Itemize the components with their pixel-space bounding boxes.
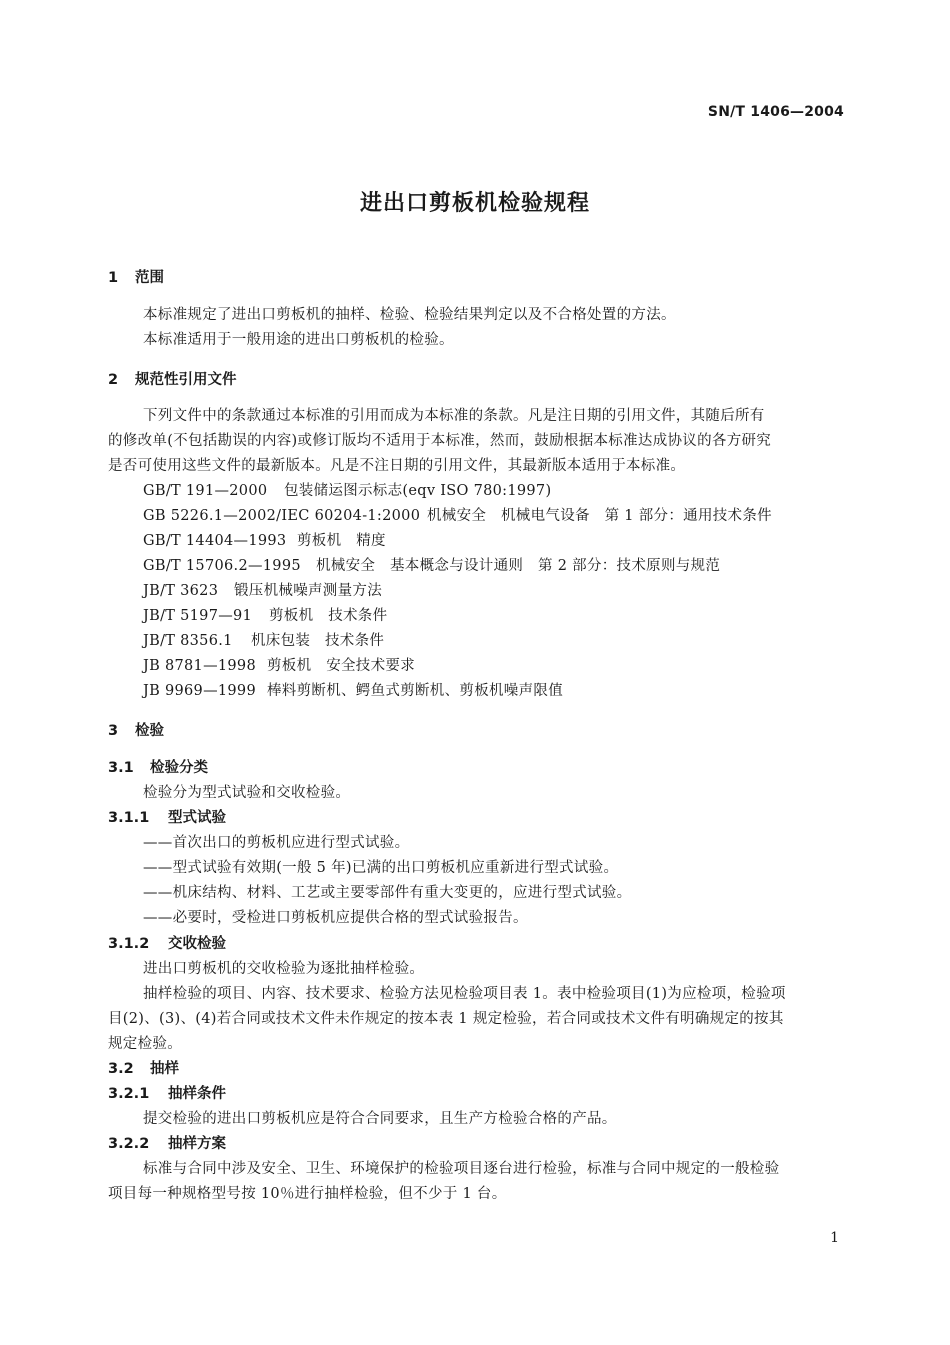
paragraph-line: 目(2)、(3)、(4)若合同或技术文件未作规定的按本表 1 规定检验，若合同或技术文件有明确规定的按其 — [108, 1011, 784, 1027]
section-number: 3.1.2 — [108, 936, 150, 952]
standard-code: SN/T 1406—2004 — [707, 104, 844, 120]
section-title: 范围 — [135, 270, 164, 286]
reference-item — [143, 504, 772, 525]
section-title: 型式试验 — [168, 810, 226, 826]
reference-item — [143, 604, 387, 625]
page-number: 1 — [830, 1230, 839, 1246]
paragraph-line: 下列文件中的条款通过本标准的引用而成为本标准的条款。凡是注日期的引用文件，其随后所有 — [143, 408, 765, 424]
reference-code: GB/T 14404—1993 — [143, 533, 287, 549]
section-number: 3.1 — [108, 760, 134, 776]
reference-code: GB/T 191—2000 — [143, 483, 268, 499]
section-3-2-1-heading — [108, 1082, 226, 1103]
reference-code: JB 8781—1998 — [143, 658, 256, 674]
reference-code: JB/T 8356.1 — [143, 633, 233, 649]
section-1-heading — [108, 266, 164, 287]
section-3-1-heading — [108, 756, 208, 777]
reference-title: 机械安全 机械电气设备 第 1 部分：通用技术条件 — [427, 508, 772, 524]
section-3-2-2-heading — [108, 1132, 226, 1153]
reference-item — [143, 529, 386, 550]
reference-code: GB 5226.1—2002/IEC 60204-1:2000 — [143, 508, 421, 524]
section-number: 3 — [108, 723, 119, 739]
list-item: ——必要时，受检进口剪板机应提供合格的型式试验报告。 — [143, 910, 528, 926]
reference-code: GB/T 15706.2—1995 — [143, 558, 301, 574]
section-number: 3.2.1 — [108, 1086, 150, 1102]
reference-title: 锻压机械噪声测量方法 — [234, 583, 382, 599]
section-number: 3.2.2 — [108, 1136, 150, 1152]
list-item: ——首次出口的剪板机应进行型式试验。 — [143, 835, 410, 851]
section-number: 1 — [108, 270, 119, 286]
list-item: ——机床结构、材料、工艺或主要零部件有重大变更的，应进行型式试验。 — [143, 885, 632, 901]
paragraph: 本标准适用于一般用途的进出口剪板机的检验。 — [143, 332, 454, 348]
reference-title: 剪板机 精度 — [297, 533, 386, 549]
paragraph-line: 标准与合同中涉及安全、卫生、环境保护的检验项目逐台进行检验，标准与合同中规定的一般检验 — [143, 1161, 780, 1177]
reference-title: 机床包装 技术条件 — [251, 633, 385, 649]
section-title: 交收检验 — [168, 936, 226, 952]
section-title: 规范性引用文件 — [135, 372, 237, 388]
list-item: ——型式试验有效期(一般 5 年)已满的出口剪板机应重新进行型式试验。 — [143, 860, 619, 876]
paragraph-line: 项目每一种规格型号按 10％进行抽样检验，但不少于 1 台。 — [108, 1186, 507, 1202]
reference-code: JB 9969—1999 — [143, 683, 256, 699]
paragraph-line: 的修改单(不包括勘误的内容)或修订版均不适用于本标准，然而，鼓励根据本标准达成协议的各方研究 — [108, 433, 772, 449]
paragraph: 检验分为型式试验和交收检验。 — [143, 785, 351, 801]
section-3-1-1-heading — [108, 806, 226, 827]
reference-title: 剪板机 安全技术要求 — [267, 658, 415, 674]
document-title: 进出口剪板机检验规程 — [359, 191, 590, 216]
reference-code: JB/T 3623 — [143, 583, 219, 599]
section-title: 抽样 — [150, 1061, 179, 1077]
reference-code: JB/T 5197—91 — [143, 608, 253, 624]
section-number: 3.1.1 — [108, 810, 150, 826]
section-3-2-heading — [108, 1057, 179, 1078]
section-title: 检验分类 — [150, 760, 208, 776]
reference-title: 包装储运图示标志(eqv ISO 780:1997) — [284, 483, 552, 499]
section-3-heading — [108, 719, 164, 740]
paragraph-line: 是否可使用这些文件的最新版本。凡是不注日期的引用文件，其最新版本适用于本标准。 — [108, 458, 686, 474]
paragraph-line: 规定检验。 — [108, 1036, 182, 1052]
paragraph: 进出口剪板机的交收检验为逐批抽样检验。 — [143, 961, 425, 977]
section-number: 3.2 — [108, 1061, 134, 1077]
reference-item — [143, 679, 563, 700]
reference-title: 机械安全 基本概念与设计通则 第 2 部分：技术原则与规范 — [316, 558, 721, 574]
reference-item — [143, 654, 415, 675]
paragraph: 提交检验的进出口剪板机应是符合合同要求，且生产方检验合格的产品。 — [143, 1111, 617, 1127]
section-title: 检验 — [135, 723, 164, 739]
reference-title: 棒料剪断机、鳄鱼式剪断机、剪板机噪声限值 — [267, 683, 563, 699]
reference-item — [143, 579, 382, 600]
reference-item — [143, 554, 720, 575]
section-number: 2 — [108, 372, 119, 388]
reference-item — [143, 479, 551, 500]
section-title: 抽样方案 — [168, 1136, 226, 1152]
paragraph-line: 抽样检验的项目、内容、技术要求、检验方法见检验项目表 1。表中检验项目(1)为应检项，检验项 — [143, 986, 786, 1002]
section-3-1-2-heading — [108, 932, 226, 953]
reference-title: 剪板机 技术条件 — [269, 608, 388, 624]
reference-item — [143, 629, 384, 650]
section-title: 抽样条件 — [168, 1086, 226, 1102]
paragraph: 本标准规定了进出口剪板机的抽样、检验、检验结果判定以及不合格处置的方法。 — [143, 307, 676, 323]
section-2-heading — [108, 368, 237, 389]
